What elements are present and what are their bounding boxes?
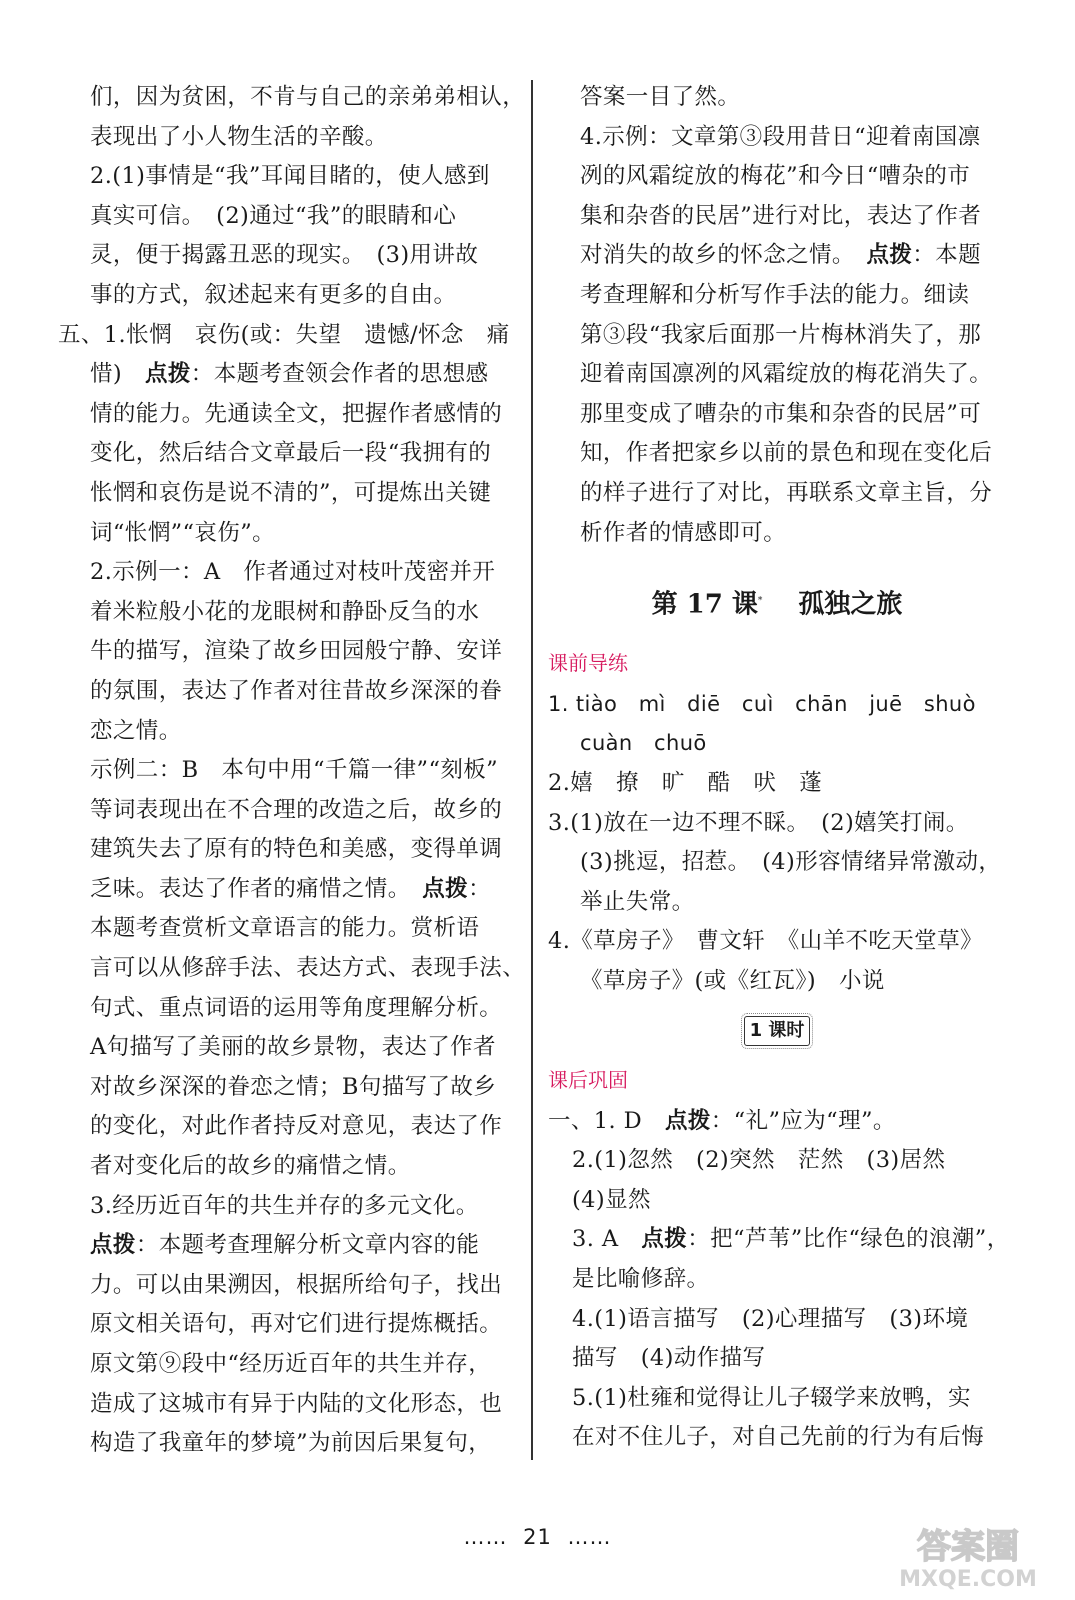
right-answer-continued bbox=[548, 78, 1006, 553]
line-prefix: 对消失的故乡的怀念之情。 bbox=[580, 242, 867, 269]
text-line: 4.(1)语言描写 (2)心理描写 (3)环境 bbox=[572, 1305, 969, 1332]
line-text: ：把“芦苇”比作“绿色的浪潮”， bbox=[687, 1226, 1010, 1253]
text-line: 4.示例：文章第③段用昔日“迎着南国凛 bbox=[580, 123, 981, 150]
hint-label: 点拨 bbox=[422, 875, 469, 902]
text-line: 3.(1)放在一边不理不睬。 (2)嬉笑打闹。 bbox=[548, 809, 969, 836]
text-line: 答案一目了然。 bbox=[580, 84, 741, 110]
text-line: cuàn chuō bbox=[580, 731, 707, 756]
watermark-text: 答案圈 bbox=[917, 1527, 1019, 1567]
text-line bbox=[58, 355, 520, 395]
text-line: 的氛围，表达了作者对往昔故乡深深的眷 bbox=[90, 677, 503, 704]
text-line: 在对不住儿子，对自己先前的行为有后悔 bbox=[572, 1424, 985, 1451]
text-line: 原文第⑨段中“经历近百年的共生并存， bbox=[90, 1351, 492, 1377]
page-number: 21 bbox=[523, 1525, 552, 1549]
text-line: 原文相关语句，再对它们进行提炼概括。 bbox=[90, 1311, 503, 1338]
text-line: 集和杂沓的民居”进行对比，表达了作者 bbox=[580, 202, 982, 229]
text-line: 牛的描写，渲染了故乡田园般宁静、安详 bbox=[90, 638, 503, 665]
text-line: 析作者的情感即可。 bbox=[580, 519, 787, 546]
text-line: A句描写了美丽的故乡景物，表达了作者 bbox=[90, 1034, 496, 1061]
text-line: 3.经历近百年的共生并存的多元文化。 bbox=[90, 1192, 479, 1219]
text-line: 2.(1)事情是“我”耳闻目睹的，使人感到 bbox=[90, 163, 490, 190]
footer-dots-left: …… bbox=[463, 1525, 508, 1549]
text-line: 们，因为贫困，不肯与自己的亲弟弟相认， bbox=[90, 84, 526, 110]
text-line: 灵，便于揭露丑恶的现实。 (3)用讲故 bbox=[90, 242, 479, 269]
hint-label: 点拨 bbox=[90, 1232, 136, 1259]
text-line bbox=[548, 1102, 1006, 1142]
text-line: 知，作者把家乡以前的景色和现在变化后 bbox=[580, 440, 993, 467]
text-line: 造成了这城市有异于内陆的文化形态，也 bbox=[90, 1390, 503, 1417]
text-line: 2.嬉 撩 旷 酷 吠 蓬 bbox=[548, 769, 823, 796]
text-line: 5.(1)杜雍和觉得让儿子辍学来放鸭，实 bbox=[572, 1384, 971, 1411]
right-column bbox=[548, 78, 1010, 1458]
lesson-mark: * bbox=[757, 596, 763, 607]
text-line: 4.《草房子》 曹文轩 《山羊不吃天堂草》 bbox=[548, 928, 983, 955]
text-line: 等词表现出在不合理的改造之后，故乡的 bbox=[90, 796, 503, 823]
text-line: 那里变成了嘈杂的市集和杂沓的民居”可 bbox=[580, 400, 982, 427]
text-line: 的样子进行了对比，再联系文章主旨，分 bbox=[580, 479, 993, 506]
hint-label: 点拨 bbox=[641, 1226, 688, 1253]
hint-label: 点拨 bbox=[866, 242, 913, 269]
text-line bbox=[548, 1220, 1010, 1260]
text-line: 举止失常。 bbox=[580, 888, 695, 915]
hint-label: 点拨 bbox=[144, 361, 191, 388]
text-line: 第③段“我家后面那一片梅林消失了，那 bbox=[580, 321, 982, 348]
text-line: (3)挑逗，招惹。 (4)形容情绪异常激动， bbox=[580, 849, 1002, 876]
line-prefix: 3. A bbox=[572, 1226, 642, 1253]
line-text: ：本题考查领会作者的思想感 bbox=[190, 361, 489, 388]
text-line: 事的方式，叙述起来有更多的自由。 bbox=[90, 281, 457, 308]
text-line: 的变化，对此作者持反对意见，表达了作 bbox=[90, 1113, 503, 1140]
text-line: 冽的风霜绽放的梅花”和今日“嘈杂的市 bbox=[580, 163, 971, 190]
text-line: 示例二：B 本句中用“千篇一律”“刻板” bbox=[90, 757, 499, 784]
text-line: (4)显然 bbox=[572, 1186, 651, 1213]
text-line: 是比喻修辞。 bbox=[572, 1265, 710, 1292]
text-line: 真实可信。 (2)通过“我”的眼睛和心 bbox=[90, 202, 457, 229]
text-line bbox=[58, 870, 520, 910]
line-prefix: 惜) bbox=[90, 361, 145, 388]
lesson-number: 第 17 课 bbox=[651, 589, 758, 620]
text-line: 五、1.怅惘 哀伤(或：失望 遗憾/怀念 痛 bbox=[58, 321, 510, 348]
watermark-url: MXQE.COM bbox=[899, 1567, 1037, 1592]
line-text: ：“礼”应为“理”。 bbox=[710, 1107, 896, 1134]
text-line: 本题考查赏析文章语言的能力。赏析语 bbox=[90, 915, 480, 942]
class-period-badge: 1 课时 bbox=[744, 1016, 811, 1046]
column-divider bbox=[531, 80, 533, 1460]
text-line: 2.示例一：A 作者通过对枝叶茂密并开 bbox=[90, 559, 496, 586]
text-line: 描写 (4)动作描写 bbox=[572, 1345, 766, 1372]
line-prefix: 乏味。表达了作者的痛惜之情。 bbox=[90, 875, 423, 902]
line-text: ： bbox=[468, 875, 491, 902]
left-column bbox=[58, 78, 526, 1464]
section-pre-class: 课前导练 bbox=[548, 650, 628, 675]
text-line: 怅惘和哀伤是说不清的”，可提炼出关键 bbox=[90, 479, 492, 506]
text-line bbox=[548, 236, 1006, 276]
watermark-logo bbox=[883, 1520, 1053, 1592]
section-after-class: 课后巩固 bbox=[548, 1067, 628, 1092]
text-line: 力。可以由果溯因，根据所给句子，找出 bbox=[90, 1271, 503, 1298]
text-line: 词“怅惘”“哀伤”。 bbox=[90, 519, 276, 546]
text-line: 恋之情。 bbox=[90, 717, 182, 744]
after-class-answers bbox=[548, 1102, 1010, 1458]
text-line: 构造了我童年的梦境”为前因后果复句， bbox=[90, 1430, 492, 1457]
text-line: 言可以从修辞手法、表达方式、表现手法、 bbox=[90, 955, 526, 982]
lesson-title: 孤独之旅 bbox=[798, 589, 903, 620]
text-line: 句式、重点词语的运用等角度理解分析。 bbox=[90, 994, 503, 1021]
line-text: ：本题 bbox=[912, 242, 981, 269]
text-line: 情的能力。先通读全文，把握作者感情的 bbox=[90, 400, 503, 427]
text-line bbox=[58, 1226, 520, 1266]
lesson-heading bbox=[548, 575, 1006, 631]
text-line: 考查理解和分析写作手法的能力。细读 bbox=[580, 281, 970, 308]
text-line: 变化，然后结合文章最后一段“我拥有的 bbox=[90, 440, 492, 467]
text-line: 着米粒般小花的龙眼树和静卧反刍的水 bbox=[90, 598, 480, 625]
footer-dots-right: …… bbox=[567, 1525, 612, 1549]
text-line: 对故乡深深的眷恋之情；B句描写了故乡 bbox=[90, 1073, 497, 1100]
line-prefix: 一、1. D bbox=[548, 1107, 665, 1134]
hint-label: 点拨 bbox=[664, 1107, 711, 1134]
text-line: 《草房子》(或《红瓦》) 小说 bbox=[580, 967, 885, 994]
text-line: 迎着南国凛冽的风霜绽放的梅花消失了。 bbox=[580, 361, 993, 388]
line-text: ：本题考查理解分析文章内容的能 bbox=[135, 1232, 480, 1259]
text-line: 建筑失去了原有的特色和美感，变得单调 bbox=[90, 836, 503, 863]
text-line: 表现出了小人物生活的辛酸。 bbox=[90, 123, 388, 150]
text-line: 2.(1)忽然 (2)突然 茫然 (3)居然 bbox=[572, 1147, 946, 1174]
text-line: 1. tiào mì diē cuì chān juē shuò bbox=[548, 691, 976, 716]
pre-class-answers bbox=[548, 685, 1006, 1002]
text-line: 者对变化后的故乡的痛惜之情。 bbox=[90, 1153, 411, 1180]
